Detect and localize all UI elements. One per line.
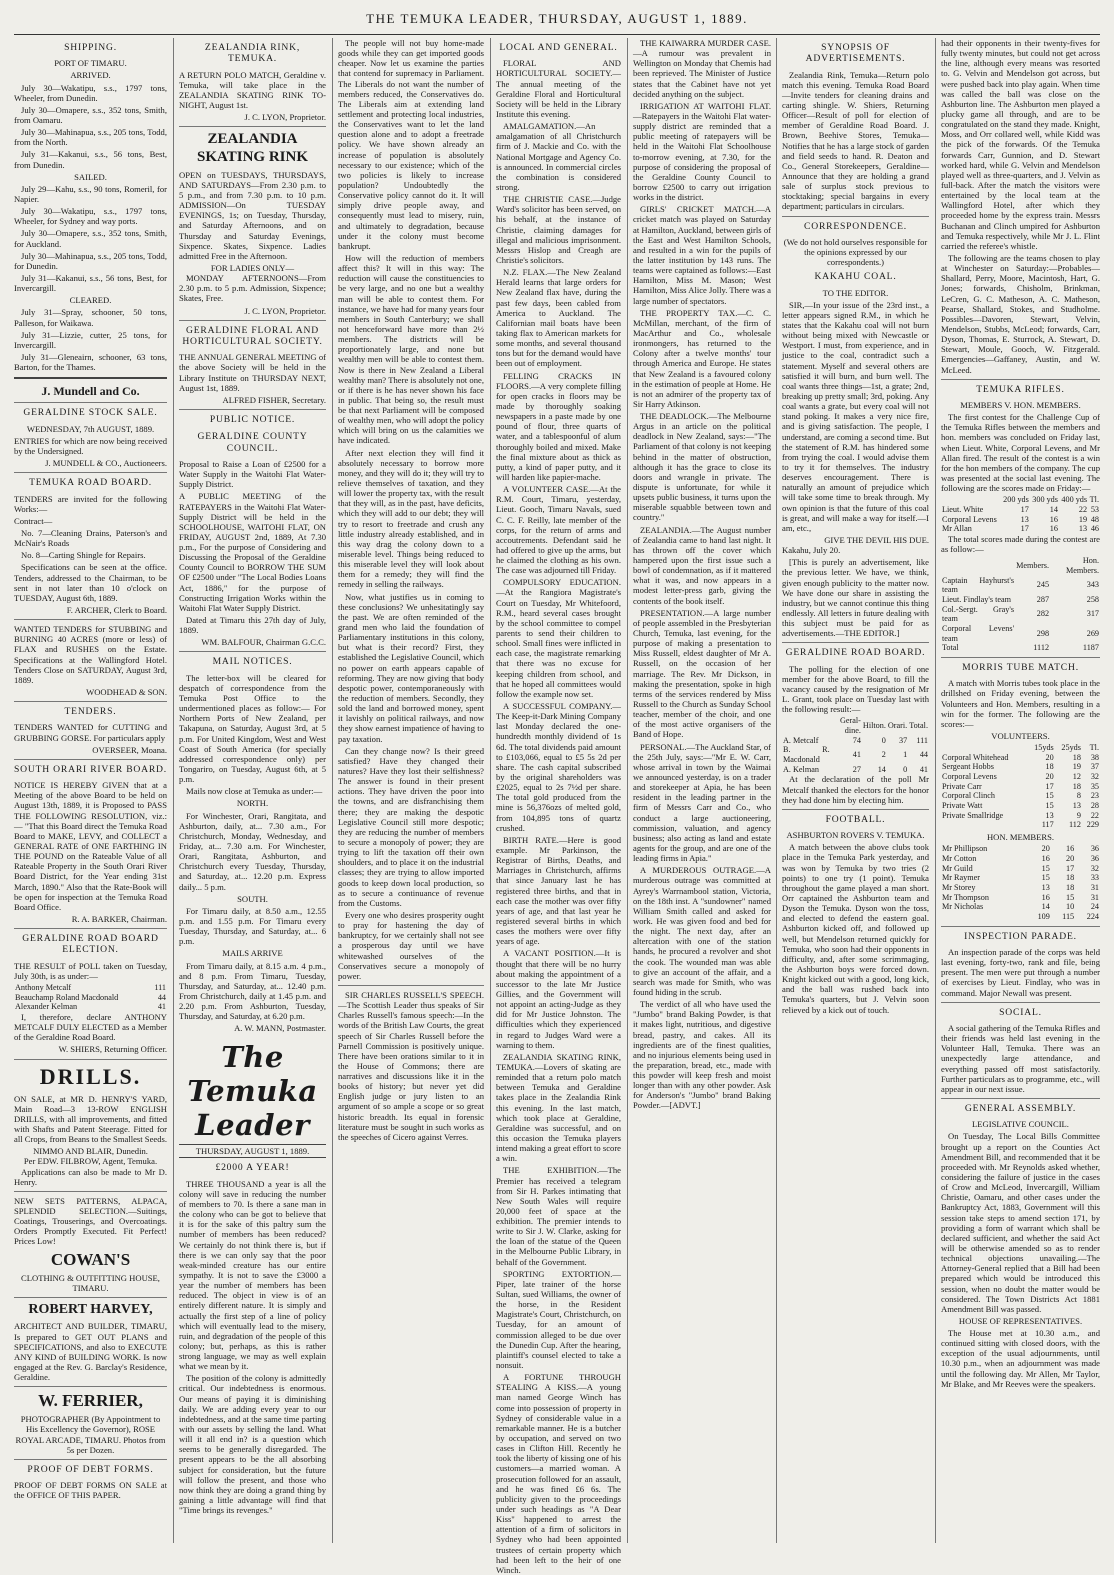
sailed-item: July 30—Omapere, s.s., 352 tons, Smith, for Auckland.	[14, 228, 167, 249]
table-row: Lieut. Findlay's team 287 258	[942, 594, 1099, 604]
news-item: IRRIGATION AT WAITOHI FLAT.—Ratepayers in the Waitohi Flat water-supply district are reminded that a public meeting of ratepayers will be held in the Waitohi Flat Schoolhouse to-morrow evening, at 7.30, for the purpose of considering the proposal of the Geraldine County Council to borrow £2500 to carry out irrigation works in the district.	[633, 100, 771, 203]
road-board-body2: Specifications can be seen at the office. Tenders, addressed to the Chairman, to be sent in not later than 10 o'clock on TUESDAY, August 6th, 1889.	[14, 562, 167, 603]
arrive-body: From Timaru daily, at 8.15 a.m. 4 p.m., and 8 p.m. From Timaru, Tuesday, Thursday, and Saturday, at... 12.40 p.m. From Christchurch, daily at 1.45 p.m. and 2.20 p.m. From Ashburton, Tuesday, Thursday, and Saturday, at 6.20 p.m.	[179, 960, 326, 1022]
table-row: Mr Allan 17 16 13 46	[942, 524, 1099, 534]
table-row: 117 112 229	[1041, 820, 1099, 830]
totals-paragraph: The total scores made during the contest are as follow:—	[941, 533, 1100, 555]
editorial-heading: £2000 A YEAR!	[215, 1162, 290, 1174]
council-heading: LEGISLATIVE COUNCIL.	[972, 1119, 1069, 1130]
mail-heading: MAIL NOTICES.	[212, 656, 293, 668]
grb-after: At the declaration of the poll Mr Metcalf thanked the electors for the honor they had done him by electing him.	[782, 774, 929, 805]
news-item: COMPULSORY EDUCATION.—At the Rangiora Magistrate's Court on Tuesday, Mr Whitefoord, R.M., heard several cases brought by the school committee to compel parents to send their children to school. Small fines were inflicted in each case, the magistrate remarking that there was no excuse for keeping children from school, and that he hoped all committees would follow the example now set.	[496, 577, 621, 699]
morris-paragraph: A match with Morris tubes took place in the drillshed on Friday evening, between the Volunteers and Hon. Members, resulting in a win for the former. The following are the scores:—	[941, 678, 1100, 729]
rifles-paragraph: The first contest for the Challenge Cup of the Temuka Rifles between the members and hon. members was concluded on Friday last, when Lieut. White, Corporal Levens, and Mr Allan fired. The result of the contest is a win for the hon members of the company. The cup was presented at the social last evening. The following are the scores made on Friday:—	[941, 412, 1100, 494]
drills-note: Applications can also be made to Mr D. Henry.	[14, 1166, 167, 1187]
road-board-heading: TEMUKA ROAD BOARD.	[29, 477, 152, 489]
dateline: THURSDAY, AUGUST 1, 1889.	[179, 1144, 326, 1158]
table-row: Mr Cotton 16 20 36	[942, 853, 1099, 863]
rink-sign: J. C. LYON, Proprietor.	[244, 112, 326, 123]
news-item: A SUCCESSFUL COMPANY.—The Keep-it-Dark Mining Company last Monday declared the one-hundredth monthly dividend of 1s 6d. The total dividends paid amount to £103,066, equal to £5 5s 2d per share. The cash capital subscribed by the original shareholders was £2025, equal to 2s 7½d per share. The total gold produced from the mine is 56,376ozs of melted gold, from 104,895 tons of quartz crushed.	[496, 701, 621, 833]
synopsis-heading: SYNOPSIS OF ADVERTISEMENTS.	[805, 42, 906, 65]
cleared-item: July 31—Lizzie, cutter, 25 tons, for Invercargill.	[14, 329, 167, 350]
news-item: GIRLS' CRICKET MATCH.—A cricket match was played on Saturday at Hamilton, Auckland, between girls of the East and West Hamilton Schools, and resulted in a win for the pupils of the latter institution by 143 runs. The teams were captained as follows:—East Hamilton, Miss M. Mason; West Hamilton, Miss Alice Jolly. There was a large number of spectators.	[633, 204, 771, 306]
grb-body: The polling for the election of one member for the above Board, to fill the vacancy caused by the resignation of Mr L. Grant, took place on Tuesday last with the following result:—	[782, 663, 929, 715]
table-row: Mr Storey 13 18 31	[942, 882, 1099, 892]
inspection-heading: INSPECTION PARADE.	[964, 930, 1077, 942]
news-item: BIRTH RATE.—Here is good example. Mr Parkinson, the Registrar of Births, Deaths, and Marriages in Christchurch, affirms that since January last he has registered three births, and that in each case the mother was over fifty years of age, and that last year he registered several births in which cases the mothers were over fifty years of age.	[496, 834, 621, 947]
shipping-heading: SHIPPING.	[64, 42, 117, 53]
table-row: Mr Phillipson 20 16 36	[942, 844, 1099, 854]
table-header: Members. Hon. Members.	[1016, 556, 1099, 575]
drills-heading: DRILLS.	[39, 1063, 142, 1089]
kakahu-letter: SIR,—In your issue of the 23rd inst., a letter appears signed R.M., in which he states that the Kakahu coal will not burn without being mixed with Newcastle or Westport. I must, from experience, and in justice to the coal, contradict such a statement. Myself and several others are satisfied it will burn, and burn well. The coal wants three things—1st, a grate; 2nd, breaking up pretty small; 3rd, poking. Any coal wants a grate, but every coal will not stand poking. It makes a very nice fire, and is giving satisfaction. The people, I understand, are coming a second time. But the statement of R.M. has hindered some from trying the coal. I would advise them to try it for themselves. The industry deserves encouragement. There is naturally an amount of prejudice which will take some time to break through. My own opinion is that the future of this coal is great, and will make a way for itself.—I am, etc.,	[782, 299, 929, 533]
election-sign: W. SHIERS, Returning Officer.	[58, 1044, 167, 1055]
mails-arrive-heading: MAILS ARRIVE	[222, 948, 283, 959]
stubbing-sign: WOODHEAD & SON.	[86, 686, 167, 697]
mail-sign: A. W. MANN, Postmaster.	[234, 1023, 326, 1034]
ladies-body: MONDAY AFTERNOONS—From 2.30 p.m. to 5 p.m. Admission, Sixpence; Skates, Free.	[179, 273, 326, 304]
house-heading: HOUSE OF REPRESENTATIVES.	[958, 1315, 1083, 1326]
news-item: THE PROPERTY TAX.—C. C. McMillan, merchant, of the firm of MacArthur and Co., wholesale ironmongers, has returned to the Colony after a twelve months' tour through America and Europe. He states that New Zealand is a favoured colony in the estimation of people at Home. He is not an admirer of the property tax of Sir Harry Atkinson.	[633, 307, 771, 409]
table-row: Corporal Levens' team 298 269	[942, 623, 1099, 643]
table-row: Corporal Levens 20 12 32	[942, 772, 1099, 782]
rink-heading: ZEALANDIA RINK, TEMUKA.	[204, 42, 301, 65]
south-heading: SOUTH.	[237, 893, 268, 904]
table-row: A. Metcalf 74 0 37 111	[783, 735, 928, 745]
table-row: A. Kelman 27 14 0 41	[783, 764, 928, 774]
stock-sale-heading: GERALDINE STOCK SALE.	[23, 407, 158, 419]
grb-table	[782, 716, 929, 774]
table-row: Sergeant Hobbs 18 19 37	[942, 762, 1099, 772]
county-heading: GERALDINE COUNTY COUNCIL.	[197, 431, 308, 454]
football-subheading: ASHBURTON ROVERS V. TEMUKA.	[786, 830, 925, 841]
stock-sale-body: ENTRIES for which are now being received by the Undersigned.	[14, 435, 167, 456]
floral-heading: GERALDINE FLORAL AND HORTICULTURAL SOCIETY.	[182, 324, 323, 347]
mails-close: Mails now close at Temuka as under:—	[186, 786, 323, 797]
sailed-item: July 30—Wakatipu, s.s., 1797 tons, Wheeler, for Sydney and way ports.	[14, 206, 167, 227]
floral-sign: ALFRED FISHER, Secretary.	[222, 394, 326, 405]
column-4	[496, 38, 621, 1575]
kakahu-sign: GIVE THE DEVIL HIS DUE.	[824, 535, 929, 546]
ladies-heading: FOR LADIES ONLY—	[210, 262, 295, 273]
table-header: Geral-dine. Hilton. Orari. Total.	[839, 716, 928, 736]
public-notice-heading: PUBLIC NOTICE.	[209, 414, 296, 425]
county-sign: WM. BALFOUR, Chairman G.C.C.	[201, 637, 326, 648]
cowan-sub: CLOTHING & OUTFITTING HOUSE, TIMARU.	[21, 1272, 160, 1293]
arrived-item: July 30—Mahinapua, s.s., 205 tons, Todd, from the North.	[14, 127, 167, 148]
table-row: Corporal Levens 13 16 19 48	[942, 514, 1099, 524]
north-heading: NORTH.	[236, 798, 269, 809]
news-item: SPORTING EXTORTION.—Piper, late trainer of the horse Sultan, sued Williams, the owner of the horse, in the Resident Magistrate's Court, Christchurch, on Tuesday, for an amount of commission alleged to be due over the Dunedin Cup. After the hearing, plaintiff's counsel elected to take a nonsuit.	[496, 1268, 621, 1371]
table-row: 109 115 224	[1037, 911, 1099, 921]
north-body: For Winchester, Orari, Rangitata, and Ashburton, daily, at... 7.30 a.m., For Christchurch, Monday, Wednesday, and Friday, at... 7.30 a.m. For Winchester, Orari, Rangitata, Ashburton, and Christchurch every Tuesday, Thursday, and Saturday, at... 12.20 p.m. Express daily... 5 p.m.	[179, 810, 326, 892]
table-row: Beauchamp Roland Macdonald 44	[15, 992, 166, 1002]
road-board-contract: Contract—	[14, 515, 53, 526]
totals-table	[941, 556, 1100, 653]
football-heading: FOOTBALL.	[825, 813, 886, 825]
orari-heading: SOUTH ORARI RIVER BOARD.	[14, 763, 167, 775]
column-rule	[935, 38, 936, 1543]
inspection-paragraph: An inspection parade of the corps was held last evening, forty-two, rank and file, being present. The men were put through a number of exercises by Lieut. Findlay, who was in command. Major Newall was present.	[941, 946, 1100, 998]
news-item: ZEALANDIA SKATING RINK, TEMUKA.—Lovers of skating are reminded that a return polo match between Temuka and Geraldine takes place in the Zealandia Rink this evening. In the last match, which took place at Geraldine, Geraldine was successful, and on this occasion the Temuka players intend making a great effort to score a win.	[496, 1051, 621, 1164]
county-body: Proposal to Raise a Loan of £2500 for a Water Supply in the Waitohi Flat Water-Supply District.	[179, 458, 326, 490]
teams-paragraph: The following are the teams chosen to play at Winchester on Saturday:—Probables—Shallard, Perry, Moore, Macintosh, Hart, G. Jones; forwards, Chisholm, Brinkman, LeCren, G. C. Matheson, A. C. Matheson, Pearse, Shallard, Stokes, and Studholme. Possibles—Davoren, Stewart, Velvin, Mendelson, Stubbs, McLeod; forwards, Carr, Dyson, Thomas, E. Sturrock, A. Stewart, D. Stewart, Moule, Gooch, W. Fitzgerald. Emergencies—Gaffaney, Austin, and W. McLeed.	[941, 252, 1100, 375]
news-item: FELLING CRACKS IN FLOORS.—A very complete filling for open cracks in floors may be made by thoroughly soaking newspapers in a paste made by one pound of flour, three quarts of water, and a tablespoonful of alum thoroughly boiled and mixed. Make the final mixture about as thick as putty, a kind of paper putty, and it will harden like papier-mache.	[496, 370, 621, 482]
assembly-heading: GENERAL ASSEMBLY.	[964, 1102, 1077, 1114]
cowan-name: COWAN'S	[50, 1249, 131, 1269]
table-row: Total 1112 1187	[942, 643, 1099, 653]
correspondence-note: (We do not hold ourselves responsible for the opinions expressed by our correspondents.)	[783, 236, 928, 268]
sailed-heading: SAILED.	[74, 171, 107, 182]
tenders-heading: TENDERS.	[64, 706, 117, 718]
column-rule	[627, 38, 628, 1543]
sailed-item: July 29—Kahu, s.s., 90 tons, Romeril, for Napier.	[14, 183, 167, 204]
hon-members-table	[941, 844, 1100, 921]
column-3	[338, 38, 484, 1543]
editorial-paragraph: Now, what justifies us in coming to these conclusions? We unhesitatingly say the past. We are often reminded of the grand men who laid the foundation of Parliamentary institutions in this colony, but what is their record? First, they established the Legislative Council, which no power on earth appears capable of reforming. They are now giving that body despotic power, contemporaneously with the reduction of members. Secondly, they sold the land and borrowed money, spent it lavishly on political railways, and now they show earnest impatience of having to pay taxation.	[338, 591, 484, 744]
road-board-item: No. 8—Carting Shingle for Repairs.	[21, 550, 146, 561]
table-row: Col.-Sergt. Gray's team 282 317	[942, 604, 1099, 624]
column-rule	[173, 38, 174, 1543]
council-paragraph: On Tuesday, The Local Bills Committee brought up a report on the Counties Act Amendment Bill, and recommended that it be proceeded with. Mr Reynolds asked whether, considering the failure of justice in the cases of Crow and McLeod, Invercargill, William Christie, Oamaru, and other cases under the Bankruptcy Act, 1883, Government will this session take steps to amend section 171, by providing a form of warrant which shall be declared sufficient, and whether the said Act will be otherwise amended so as to render technical objections unavailing.—The Attorney-General replied that a Bill had been prepared which would be introduced this session, when no doubt the matter would be considered. The Town Districts Act 1881 Amendment Bill was passed.	[941, 1131, 1100, 1314]
debt-heading: PROOF OF DEBT FORMS.	[27, 1463, 154, 1475]
news-item: The verdict of all who have used the "Jumbo" brand Baking Powder, is that it makes light, nutritious, and digestive bread, pastry, and cakes. All its ingredients are of the finest qualities, and no injurious elements being used in the preparation, bread, etc., made with this powder will keep fresh and moist longer than with any other powder. Ask for Anderson's "Jumbo" brand Baking Powder.—[ADVT.]	[633, 999, 771, 1111]
skating-sign: J. C. LYON, Proprietor.	[244, 305, 326, 316]
table-row: Mr Raymer 15 18 33	[942, 873, 1099, 883]
rifles-subheading: MEMBERS V. HON. MEMBERS.	[960, 399, 1081, 410]
tailoring-body: NEW SETS PATTERNS, ALPACA, SPLENDID SELECTION.—Suitings, Coatings, Trouserings, and Overcoatings. Orders Promptly Executed. Fit Perfect! Prices Low!	[14, 1195, 167, 1247]
stock-sale-date: WEDNESDAY, 7th AUGUST, 1889.	[26, 423, 155, 434]
news-item: PRESENTATION.—A large number of people assembled in the Presbyterian Church, Temuka, last evening, for the purpose of making a presentation to Miss Russell, eldest daughter of Mr A. Russell, on the occasion of her marriage. The Rev. Mr Dickson, in making the presentation, spoke in high terms of the services rendered by Miss Russell to the Church as Sunday School teacher, member of the choir, and one of the most active organisers of the Band of Hope.	[633, 607, 771, 740]
table-row: Mr Thompson 16 15 31	[942, 892, 1099, 902]
harvey-name: ROBERT HARVEY,	[28, 1301, 153, 1317]
table-row: Anthony Metcalf 111	[15, 983, 166, 993]
sailed-item: July 31—Kakanui, s.s., 56 tons, Best, for Invercargill.	[14, 272, 167, 294]
table-row: Mr Nicholas 14 10 24	[942, 902, 1099, 912]
news-item: A VACANT POSITION.—It is thought that there will be no hurry about making the appointment of a successor to the late Mr Justice Gillies, and the Government will not appoint an acting-Judge as they did for Mr Justice Johnston. The difficulties which they experienced in regard to Judges Ward were a warning to them.	[496, 948, 621, 1050]
rifles-heading: TEMUKA RIFLES.	[976, 383, 1065, 395]
election-table	[14, 983, 167, 1012]
news-item: AMALGAMATION.—An amalgamation of all Christchurch firm of J. Mackie and Co. with the National Mortgage and Agency Co. is announced. In commercial circles the combination is considered strong.	[496, 121, 621, 192]
hon-members-heading: HON. MEMBERS.	[986, 832, 1055, 843]
column-rule	[490, 38, 491, 1543]
news-item: THE CHRISTIE CASE.—Judge Ward's solicitor has been served, on his behalf, at the instance of Christie, claiming damages for illegal and malicious imprisonment. Messrs Hislop and Creagh are Christie's solicitors.	[496, 194, 621, 265]
column-2	[179, 38, 326, 1543]
table-row: Lieut. White 17 14 22 53	[942, 504, 1099, 514]
editorial-paragraph: How will the reduction of members affect this? It will in this way: The reduction will cause the constituencies to be very large, and no one but a wealthy man will be able to contest them. For instance, we have had for many years four members in South Canterbury; we shall not henceforward have more than 2½ members. The districts will be proportionately large, and none but wealthy men will be able to contest them. Now is there in New Zealand a Liberal wealthy man? There is absolutely not one, or if there is he has never shown his face in public. That being so, the result must be that next Parliament will be composed of wealthy men, who will adopt the policy which will bring on us the calamities we have indicated.	[338, 252, 484, 446]
cleared-item: July 31—Gleneairn, schooner, 63 tons, Barton, for the Thames.	[14, 351, 167, 373]
cleared-item: July 31—Spray, schooner, 50 tons, Palleson, for Waikawa.	[14, 307, 167, 328]
column-1	[14, 38, 167, 1543]
page-header	[14, 8, 1100, 35]
road-board-body: TENDERS are invited for the following Works:—	[14, 493, 167, 514]
election-result: I, therefore, declare ANTHONY METCALF DULY ELECTED as a Member of the Geraldine Road Board.	[14, 1012, 167, 1043]
news-item: N.Z. FLAX.—The New Zealand Herald learns that large orders for New Zealand flax have, during the past few days, been cabled from America to Auckland. The Californian mail boats have been taking flax to American markets for some months, and several thousand tons but for the demand would have been out of employment.	[496, 267, 621, 369]
tenders-body: TENDERS WANTED for CUTTING and GRUBBING GORSE. For particulars apply	[14, 722, 167, 743]
election-body: THE RESULT of POLL taken on Tuesday, July 30th, is as under:—	[14, 960, 167, 981]
news-item: ZEALANDIA.—The August number of Zealandia came to hand last night. It has thrown off the cover which hampered upon the first issue such a bowl of condemnation, as if it mattered what it was, and now appears in a modest letter-press garb, giving the contents of the book itself.	[633, 524, 771, 606]
kakahu-heading: KAKAHU COAL.	[814, 271, 897, 283]
table-row: Corporal Whitehead 20 18 38	[942, 752, 1099, 762]
arrived-heading: ARRIVED.	[70, 70, 111, 81]
editorial-paragraph: After next election they will find it absolutely necessary to borrow more money, and they will do it; they will try to relieve themselves of taxation, and they will lower the property tax, with the result that they will, as in the past, have deficits, which they will add to our debt; they will try to resort to freetrade and crush any little industry already established, and in this way drag the colony down to a miserable level. Things being reduced to this miserable level they will look about them for a remedy; they will find the remedy in selling the railways.	[338, 447, 484, 590]
road-board-item: No. 7—Cleaning Drains, Paterson's and McNair's Roads	[14, 528, 167, 549]
table-header: 15yds 25yds Tl.	[1034, 743, 1099, 753]
election-heading: GERALDINE ROAD BOARD ELECTION.	[22, 933, 159, 956]
editorial-paragraph: THREE THOUSAND a year is all the colony will save in reducing the number of members to 70. Is there a sane man in the colony who can be got to believe that it is for the sake of this paltry sum the number of members has been reduced? We certainly do not think there is, but if there is we can only say that the poor weak-minded creature has our entire sympathy. It is not to save the £3000 a year the number of members has been reduced. The object in view is of an entirely different nature. It is simply and actually the first step of a line of policy which will eventually lead to the misery, ruin, and degradation of the people of this colony; but, perhaps, as this is rather strong language, we may as well explain what we mean by it.	[179, 1178, 326, 1372]
county-body2: A PUBLIC MEETING of the RATEPAYERS in the Waitohi Flat Water-Supply District will be held in the SCHOOLHOUSE, WAITOHI FLAT, ON FRIDAY, AUGUST 2nd, 1889, At 7.30 p.m., For the purpose of Considering and Discussing the Proposal of the Geraldine County Council to BORROW THE SUM OF £2500 under "The Local Bodies Loans Act, 1886," for the purpose of Constructing Irrigation Works within the Waitohi Flat Water Supply District.	[179, 491, 326, 613]
arrived-item: July 31—Kakanui, s.s., 56 tons, Best, from Dunedin.	[14, 149, 167, 170]
news-item: A VOLUNTEER CASE.—At the R.M. Court, Timaru, yesterday, Lieut. Gooch, Timaru Navals, sued C. C. F. Reilly, late member of the corps, for the return of arms and accoutrements. Defendant said he had offered to give up the arms, but he claimed the clothing as his own. The case was adjourned till Friday.	[496, 484, 621, 576]
ferrier-body: PHOTOGRAPHER (By Appointment to His Excellency the Governor), ROSE ROYAL ARCADE, TIMARU. Photos from 5s per Dozen.	[15, 1414, 166, 1455]
orari-body: NOTICE IS HEREBY GIVEN that at a Meeting of the above Board to be held on August 13th, 1889, it is Proposed to PASS THE FOLLOWING RESOLUTION, viz.:— "That this Board direct the Temuka Road Board to MAKE, LEVY, and COLLECT a GENERAL RATE of ONE FARTHING IN THE POUND on the Rateable Value of all Rateable Property in the South Orari River Board District, for the Year ending 31st March, 1890." Also that the Rate-Book will be open for inspection at the Temuka Road Board Office.	[14, 780, 167, 912]
kakahu-date: Kakahu, July 20.	[782, 545, 841, 556]
masthead: The Temuka Leader	[187, 1039, 318, 1142]
south-body: For Timaru daily, at 8.50 a.m., 12.55 p.m. and 1.55 p.m. For Timaru every Tuesday, Thursday, and Saturday, at... 6 p.m.	[179, 905, 326, 947]
news-item: FLORAL AND HORTICULTURAL SOCIETY.—The annual meeting of the Geraldine Floral and Horticultural Society will be held in the Library Institute this evening.	[496, 58, 621, 120]
mail-body: The letter-box will be cleared for despatch of correspondence from the Temuka Post Office to the undermentioned places as follow:— For Northern Ports of New Zealand, per Takapuna, on Saturday, August 3rd, at 5 p.m. For United Kingdom, West and West Coast of South America (for specially addressed correspondence only) per Tongariro, on Tuesday, August 6th, at 5 p.m.	[179, 672, 326, 785]
editorial-paragraph: Can they change now? Is their greed satisfied? Have they changed their natures? Have they lost their selfishness? The answer is found in their present actions. They have driven the poor into the towns, and are disfranchising them there; they are making the despotic Legislative Council still more despotic; they are reducing the number of members to secure a monopoly of power; they are trying to lift the taxation off their own shoulders, and to place it on the industrial classes; they are trying to allow imported goods to keep down local production, so as to secure a continuance of revenue from the Customs.	[338, 745, 484, 908]
editorial-paragraph: The position of the colony is admittedly critical. Our indebtedness is enormous. Our means of paying it is diminishing daily. We are adding every year to our indebtedness, and at the same time parting with our assets by selling the land. What will it all end in? is a question which seems to be generally disregarded. The present appears to be the all absorbing subject for consideration, but the future will follow the present, and those who now think they are doing a grand thing by gaining a little advantage will find that "Time brings its revenges."	[179, 1373, 326, 1516]
port-heading: PORT OF TIMARU.	[54, 58, 127, 69]
editorial-paragraph: The people will not buy home-made goods while they can get imported goods cheaper. Now let us examine the parties that contend for supremacy in Parliament. The Liberals do not want the number of members reduced, the Conservatives do. The Liberals aim at extending land settlement and protecting local industries, the Conservatives want to let the land question alone and to adopt a freetrade policy. We have shown already an increase of population is absolutely necessary to our existence; which of the two policies is likely to increase population? Undoubtedly the Conservative policy cannot do it. It will simply drive people away, and consequently must lead to misery, ruin, and ultimately to degradation, because under it the colony must become bankrupt.	[338, 38, 484, 251]
volunteers-heading: VOLUNTEERS.	[991, 730, 1050, 741]
volunteers-table	[941, 743, 1100, 830]
table-row: Alexander Kelman 41	[15, 1002, 166, 1012]
harvey-body: ARCHITECT AND BUILDER, TIMARU, Is prepared to GET OUT PLANS and SPECIFICATIONS, and also to EXECUTE ANY KIND of BUILDING WORK. Is now engaged at the Rev. G. Barclay's Residence, Geraldine.	[14, 1321, 167, 1383]
skating-heading: ZEALANDIA SKATING RINK	[197, 131, 308, 166]
table-row: Private Watt 15 13 28	[942, 801, 1099, 811]
news-item: THE EXHIBITION.—The Premier has received a telegram from Sir H. Parkes intimating that New South Wales will require 20,000 feet of space at the exhibition. The premier intends to write to Sir J. W. Clarke, asking for the loan of the statue of the Queen in the Melbourne Public Library, in behalf of the Government.	[496, 1165, 621, 1267]
news-item: A FORTUNE THROUGH STEALING A KISS.—A young man named George Winch has come into possession of property in Sydney of considerable value in a remarkable manner. He is a butcher by occupation, and served on two cases in Clifton Hill. Recently he took the liberty of kissing one of his customers—a married woman. A prosecution followed for an assault, and he was fined £6 6s. The publicity given to the proceedings under such headings as "A Dear Kiss" happened to arrest the attention of a firm of solicitors in Sydney who had been appointed trustees of certain property which had been left to the heir of one Winch.	[496, 1372, 621, 1575]
tenders-sign: OVERSEER, Moana.	[92, 744, 167, 755]
column-rule	[332, 38, 333, 1543]
news-item: THE DEADLOCK.—The Melbourne Argus in an article on the political deadlock in New Zealand, says:—"The Parliament of that colony is not keeping behind in the matter of obstruction, although it has the grace to close its doors and wrangle in private. The dispute is unfortunate, for while it upsets public business, it turns upon the miserable squabble between town and country."	[633, 411, 771, 523]
synopsis-body: Zealandia Rink, Temuka—Return polo match this evening. Temuka Road Board—Invite tenders for cleaning drains and carting shingle. W. Shiers, Returning Officer—Result of poll for election of member of Geraldine Road Board. J. Brown, Beehive Stores, Temuka—Notifies that he has a large stock of garden and field seeds to hand. R. Deaton and Co., General Storekeepers, Geraldine—Announce that they are holding a grand sale of surplus stock previous to stocktaking; special bargains in every department; particulars in circulars.	[782, 69, 929, 212]
kakahu-to: TO THE EDITOR.	[822, 287, 889, 298]
football-paragraph: had their opponents in their twenty-fives for fully twenty minutes, but could not get across the line, although every means was resorted to. G. Velvin and Mendelson got across, but were pushed back into play again. When time was called the ball was close on the Ashburton line. The Ashburton men played a plucky game all through, and are to be congratulated on the stand they made. Knight, Moss, and Orr collared well, while Kidd was the pick of the forwards. Of the Temuka forwards Carr, Gunnion, and D. Stewart worked hard, while G. Velvin and Mendelson played well as three-quarters, and J. Velvin as full-back. After the match the visitors were entertained by the local team at the Wallingford Hotel, after which they proceeded home by the express train. Messrs Buchanan and Clinch umpired for Ashburton and Temuka respectively, while Mr J. L. Flint carried the referee's whistle.	[941, 38, 1100, 251]
table-row: Private Smallridge 13 9 22	[942, 810, 1099, 820]
table-row: B. R. Macdonald 41 2 1 44	[783, 745, 928, 765]
kakahu-note: [This is purely an advertisement, like the previous letter. We have, we think, given enough publicity to the matter now. We have done our share in assisting the industry, but we cannot continue this thing endlessly. All letters in future dealing with this subject must be paid for as advertisements.—THE EDITOR.]	[782, 557, 929, 639]
speech-paragraph: SIR CHARLES RUSSELL'S SPEECH.—The Scottish Leader thus speaks of Sir Charles Russell's famous speech:—In the words of the British Law Courts, the great speech of Sir Charles Russell before the Parnell Commission is positively unique. There have been orations similar to it in the House of Commons; there are narratives and discussions like it in the books of history; but never yet did English judge or jury listen to an argument of so ample a scope or so great historic breadth. Its equal in forensic literature must be sought in such works as the speeches of Cicero against Verres.	[338, 989, 484, 1142]
auction-firm: J. Mundell and Co.	[41, 384, 140, 399]
grb-heading: GERALDINE ROAD BOARD.	[785, 647, 926, 659]
drills-body: ON SALE, at MR D. HENRY'S YARD, Main Road—3 13-ROW ENGLISH DRILLS, with all improvements, and fitted with Shafts and Patent Steerage. Fitted for all Crops, from Beans to the Smallest Seeds.	[14, 1093, 167, 1145]
social-paragraph: A social gathering of the Temuka Rifles and their friends was held last evening in the Volunteer Hall, Temuka. There was an unexpectedly large attendance, and everything passed off most satisfactorily. Further particulars as to programme, etc., will appear in our next issue.	[941, 1022, 1100, 1094]
skating-body: OPEN on TUESDAYS, THURSDAYS, AND SATURDAYS—From 2.30 p.m. to 5 p.m., and from 7.30 p.m. to 10 p.m. ADMISSION—On TUESDAY EVENINGS, 1s; on Tuesday, Thursday, and Saturday Afternoons, and on Thursday and Saturday Evenings, Sixpence. Skates, Sixpence. Ladies admitted Free in the Afternoon.	[179, 169, 326, 261]
news-item: THE KAIWARRA MURDER CASE.—A rumour was prevalent in Wellington on Monday that Chemis had been reprieved. The Minister of Justice states that the Cabinet have not yet decided anything on the subject.	[633, 38, 771, 99]
debt-body: PROOF OF DEBT FORMS ON SALE at the OFFICE OF THIS PAPER.	[14, 1480, 167, 1501]
news-item: A MURDEROUS OUTRAGE.—A murderous outrage was committed at Ayrey's Warrnambool station, Victoria, on the 18th inst. A "sundowner" named William Smith called and asked for work. He was given food and bed for the night. The next day, after an altercation with one of the station hands, he procured a revolver and shot the cook. The wounded man was able to give an account of the affair, and a search was made for Smith, who was found hiding in the scrub.	[633, 865, 771, 997]
editorial-paragraph: Every one who desires prosperity ought to pray for hastening the day of bankruptcy, for we certainly shall not see a prosperous day until we have whitewashed ourselves of the Conservatives secure a monopoly of power.	[338, 909, 484, 981]
header-title: THE TEMUKA LEADER, THURSDAY, AUGUST 1, 1889.	[366, 11, 748, 26]
orari-sign: R. A. BARKER, Chairman.	[71, 914, 167, 924]
floral-body: THE ANNUAL GENERAL MEETING of the above Society will be held in the Library Institute on THURSDAY NEXT, August 1st, 1889.	[179, 352, 326, 393]
social-heading: SOCIAL.	[999, 1006, 1042, 1018]
table-row: Captain Hayhurst's team 245 343	[942, 575, 1099, 595]
county-dated: Dated at Timaru this 27th day of July, 1889.	[179, 615, 326, 636]
column-5	[633, 38, 771, 1543]
news-item: PERSONAL.—The Auckland Star, of the 25th July, says:—"Mr E. W. Carr, whose arrival in town by the Waimai we announced yesterday, is on a trader and storekeeper at Apia, he has been resident in the leading partner in the firm of Messrs Carr and Co., who conduct a large auctioneering, commission, valuation, and agency business; also acting as land and estate agents for the group, and are one of the leading firms in Apia."	[633, 741, 771, 864]
drills-agent: Per EDW. FILBROW, Agent, Temuka.	[23, 1156, 158, 1167]
column-7	[941, 38, 1100, 1543]
stubbing-notice: WANTED TENDERS for STUBBING and BURNING 40 ACRES (more or less) of FLAX and RUSHES on the Estate. Specifications at the Wallingford Hotel. Tenders Close on SATURDAY, August 3rd, 1889.	[14, 624, 167, 685]
column-6	[782, 38, 929, 1543]
stock-sale-sign: J. MUNDELL & CO., Auctioneers.	[45, 458, 167, 469]
table-header: 200 yds 300 yds 400 yds Tl.	[1003, 495, 1099, 505]
column-rule	[776, 38, 777, 1543]
football-paragraph: A match between the above clubs took place in the Temuka Park yesterday, and was won by Temuka by two tries (2 points) to one try (1 point). Temuka throughout the game played a man short. Orr captained the Ashburton team and Dyson the Temuka. Dyson won the toss, and elected to defend the eastern goal. Ashburton kicked off, and followed up well, but Mendelson returned quickly for Temuka, who soon had their opponents in difficulty, and, after some scrimmaging, the Ashburton boys were forced down. Knight kicked out with a good, long kick, and the ball was rushed back into Temuka's quarters, but J. Velvin soon relieved by a kick out of touch.	[782, 842, 929, 1015]
house-paragraph: The House met at 10.30 a.m., and continued sitting with closed doors, with the exception of the usual adjournments, until 10.30 p.m., when an adjournment was made until the following day. Mr Allen, Mr Taylor, Mr Blake, and Mr Reeves were the speakers.	[941, 1328, 1100, 1389]
arrived-item: July 30—Omapere, s.s., 352 tons, Smith, from Oamaru.	[14, 104, 167, 126]
table-row: Corporal Clinch 15 8 23	[942, 791, 1099, 801]
rink-body: A RETURN POLO MATCH, Geraldine v. Temuka, will take place in the ZEALANDIA SKATING RINK TO-NIGHT, August 1st.	[179, 69, 326, 111]
ferrier-name: W. FERRIER,	[38, 1391, 143, 1411]
local-heading: LOCAL AND GENERAL.	[499, 42, 618, 53]
drills-firm: NIMMO AND BLAIR, Dunedin.	[33, 1146, 148, 1157]
correspondence-heading: CORRESPONDENCE.	[804, 220, 907, 232]
sailed-item: July 30—Mahinapua, s.s., 205 tons, Todd, for Dunedin.	[14, 250, 167, 271]
rifles-score-table	[941, 495, 1100, 534]
table-row: Private Carr 17 18 35	[942, 781, 1099, 791]
arrived-item: July 30—Wakatipu, s.s., 1797 tons, Wheeler, from Dunedin.	[14, 82, 167, 103]
road-board-sign: F. ARCHER, Clerk to Board.	[66, 605, 167, 615]
cleared-heading: CLEARED.	[69, 295, 112, 306]
table-row: Mr Guild 15 17 32	[942, 863, 1099, 873]
morris-heading: MORRIS TUBE MATCH.	[962, 661, 1079, 673]
